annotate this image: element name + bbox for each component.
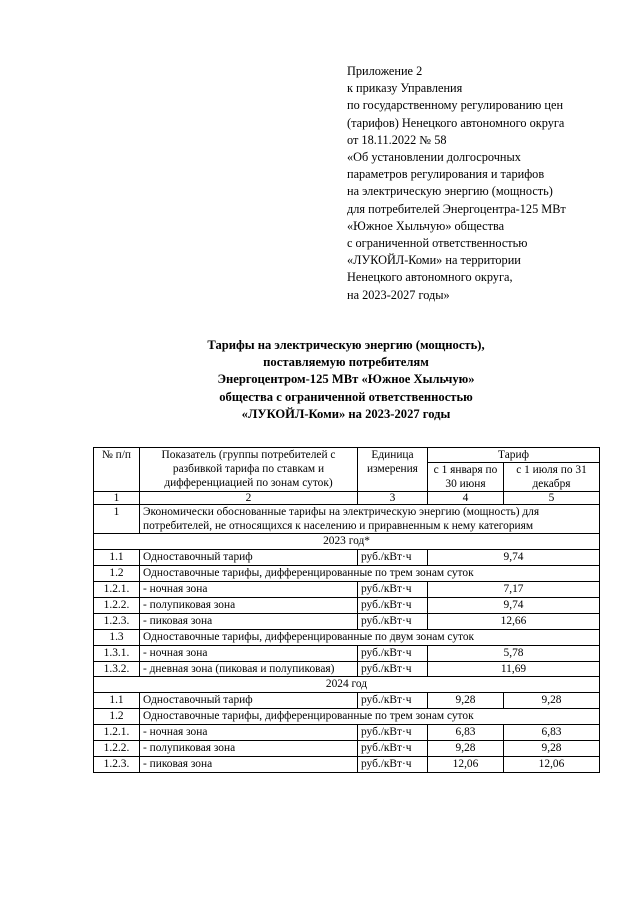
header-num: № п/п (94, 448, 140, 492)
row-name: - ночная зона (140, 725, 358, 741)
row-name: Одноставочные тарифы, дифференцированные по трем зонам суток (140, 566, 600, 582)
header-period-2: с 1 июля по 31 декабря (504, 463, 600, 492)
row-num: 1.2.2. (94, 741, 140, 757)
table-row (94, 550, 600, 566)
row-unit: руб./кВт·ч (358, 550, 428, 566)
title-line: Энергоцентром-125 МВт «Южное Хыльчую» (217, 372, 475, 387)
table-row (94, 725, 600, 741)
appendix-line: «Об установлении долгосрочных (347, 150, 521, 165)
table-row (94, 741, 600, 757)
header-indicator: Показатель (группы потребителей с разбивкой тарифа по ставкам и дифференциацией по зонам суток) (140, 448, 358, 492)
section-text: Экономически обоснованные тарифы на электрическую энергию (мощность) для потребителей, не относящихся к населению и приравненным к нему категориям (140, 505, 600, 534)
col-number: 3 (358, 492, 428, 505)
row-value: 11,69 (428, 662, 600, 677)
table-row (94, 630, 600, 646)
row-unit: руб./кВт·ч (358, 598, 428, 614)
row-num: 1.2.2. (94, 598, 140, 614)
row-value-period-1: 6,83 (428, 725, 504, 741)
row-num: 1.3.1. (94, 646, 140, 662)
row-num: 1.2 (94, 709, 140, 725)
row-num: 1.1 (94, 550, 140, 566)
year-label: 2023 год* (94, 534, 600, 550)
col-number: 4 (428, 492, 504, 505)
row-name: - ночная зона (140, 582, 358, 598)
appendix-line: параметров регулирования и тарифов (347, 167, 545, 182)
table-row (94, 582, 600, 598)
appendix-line: по государственному регулированию цен (347, 98, 564, 113)
row-unit: руб./кВт·ч (358, 646, 428, 662)
row-unit: руб./кВт·ч (358, 662, 428, 677)
row-name: - ночная зона (140, 646, 358, 662)
row-unit: руб./кВт·ч (358, 614, 428, 630)
row-value-period-1: 12,06 (428, 757, 504, 773)
row-name: Одноставочный тариф (140, 550, 358, 566)
title-line: Тарифы на электрическую энергию (мощность), (207, 338, 485, 352)
row-value: 9,74 (428, 550, 600, 566)
row-value: 12,66 (428, 614, 600, 630)
year-label: 2024 год (94, 677, 600, 693)
table-row (94, 709, 600, 725)
row-num: 1.2.1. (94, 582, 140, 598)
row-name: Одноставочный тариф (140, 693, 358, 709)
row-num: 1.2 (94, 566, 140, 582)
appendix-line: на электрическую энергию (мощность) (347, 184, 553, 199)
section-num: 1 (94, 505, 140, 534)
appendix-line: Ненецкого автономного округа, (347, 270, 513, 285)
row-name: - дневная зона (пиковая и полупиковая) (140, 662, 358, 677)
row-unit: руб./кВт·ч (358, 582, 428, 598)
row-num: 1.3 (94, 630, 140, 646)
row-unit: руб./кВт·ч (358, 741, 428, 757)
appendix-line: от 18.11.2022 № 58 (347, 132, 447, 147)
appendix-line: с ограниченной ответственностью (347, 236, 528, 251)
row-value-period-2: 9,28 (504, 741, 600, 757)
row-name: - полупиковая зона (140, 741, 358, 757)
row-unit: руб./кВт·ч (358, 693, 428, 709)
col-number: 1 (94, 492, 140, 505)
header-period-1: с 1 января по 30 июня (428, 463, 504, 492)
appendix-line: «ЛУКОЙЛ-Коми» на территории (347, 253, 521, 268)
row-num: 1.2.3. (94, 757, 140, 773)
row-num: 1.2.3. (94, 614, 140, 630)
header-unit: Единица измерения (358, 448, 428, 492)
document-title (88, 337, 604, 423)
appendix-line: к приказу Управления (347, 81, 463, 96)
row-unit: руб./кВт·ч (358, 725, 428, 741)
appendix-block (347, 63, 637, 304)
table-row (94, 646, 600, 662)
row-value: 5,78 (428, 646, 600, 662)
row-value-period-2: 9,28 (504, 693, 600, 709)
col-number: 5 (504, 492, 600, 505)
row-unit: руб./кВт·ч (358, 757, 428, 773)
row-num: 1.2.1. (94, 725, 140, 741)
table-row (94, 598, 600, 614)
appendix-line: для потребителей Энергоцентра-125 МВт (347, 201, 566, 216)
header-tariff: Тариф (428, 448, 600, 463)
table-row (94, 757, 600, 773)
title-line: поставляемую потребителям (263, 355, 429, 370)
row-value: 7,17 (428, 582, 600, 598)
row-num: 1.3.2. (94, 662, 140, 677)
title-line: «ЛУКОЙЛ-Коми» на 2023-2027 годы (241, 406, 451, 421)
row-name: - пиковая зона (140, 614, 358, 630)
table-row (94, 662, 600, 677)
row-num: 1.1 (94, 693, 140, 709)
row-name: - полупиковая зона (140, 598, 358, 614)
col-number: 2 (140, 492, 358, 505)
appendix-line: (тарифов) Ненецкого автономного округа (347, 115, 565, 130)
appendix-line: на 2023-2027 годы» (347, 287, 450, 302)
row-value-period-1: 9,28 (428, 693, 504, 709)
appendix-line: «Южное Хыльчую» общества (347, 218, 505, 233)
table-row (94, 566, 600, 582)
row-name: - пиковая зона (140, 757, 358, 773)
row-name: Одноставочные тарифы, дифференцированные по трем зонам суток (140, 709, 600, 725)
table-row (94, 614, 600, 630)
row-name: Одноставочные тарифы, дифференцированные по двум зонам суток (140, 630, 600, 646)
title-line: общества с ограниченной ответственностью (219, 389, 473, 404)
row-value: 9,74 (428, 598, 600, 614)
tariff-table (93, 447, 600, 773)
table-row (94, 693, 600, 709)
row-value-period-2: 12,06 (504, 757, 600, 773)
appendix-line: Приложение 2 (347, 64, 423, 78)
row-value-period-2: 6,83 (504, 725, 600, 741)
row-value-period-1: 9,28 (428, 741, 504, 757)
